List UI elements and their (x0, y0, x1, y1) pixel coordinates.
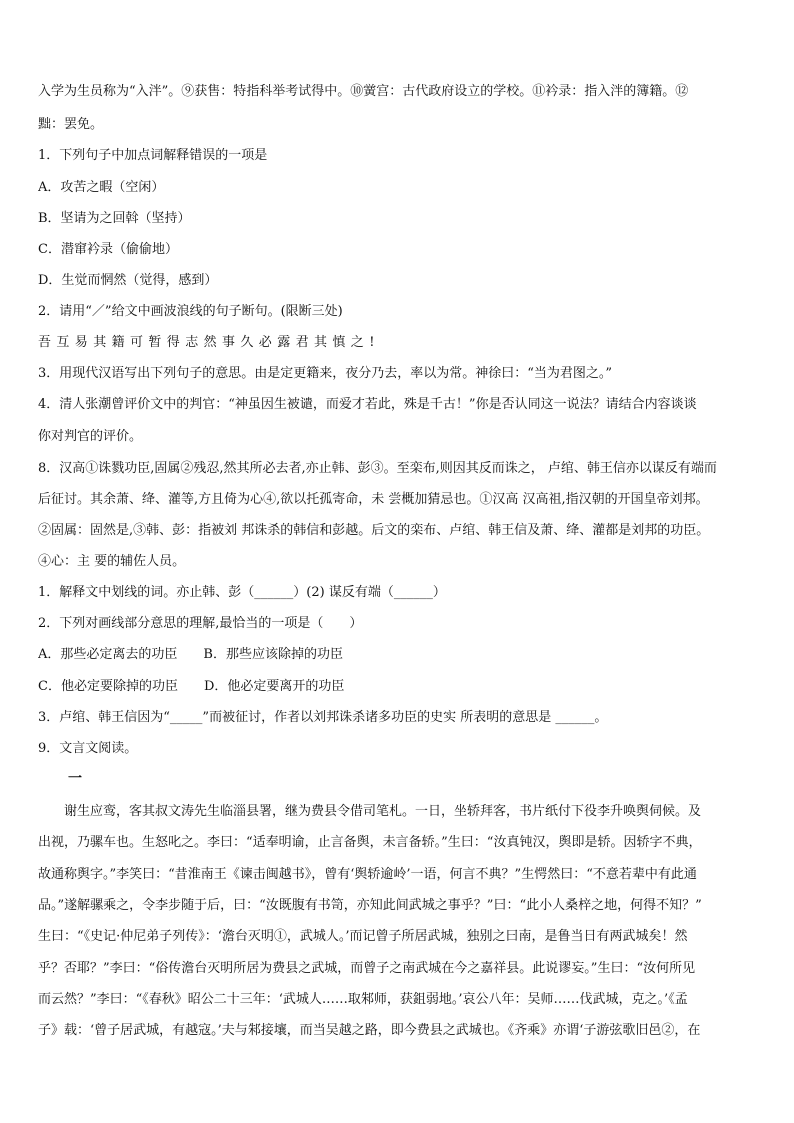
section-label: 一 (68, 771, 82, 787)
punctuation-sentence: 吾互易其籍可暂得志然事久必露君其慎之! (38, 335, 380, 350)
question-2-stem: 2．请用“／”给文中画波浪线的句子断句。(限断三处) (38, 304, 343, 319)
passage-line: 乎？否耶？”李曰：“俗传澹台灭明所居为费县之武城，而曾子之南武城在今之嘉祥县。此说谬妄。”生曰：“汝何所见 (38, 961, 696, 976)
text-line: 黜：罢免。 (38, 117, 104, 132)
question-8-2: 2．下列对画线部分意思的理解,最恰当的一项是（ ） (38, 616, 363, 631)
passage-line: 谢生应鸾，客其叔文涛先生临淄县署，继为费县令借司笔札。一日，坐轿拜客，书片纸付下役李升唤舆伺候。及 (64, 804, 702, 819)
question-3-stem: 3．用现代汉语写出下列句子的意思。由是定更籍来，夜分乃去，率以为常。神徐曰：“当为君图之。” (38, 366, 613, 381)
option-b: B．坚请为之回斡（坚持） (38, 211, 191, 226)
text-line: 入学为生员称为“入泮”。⑨获售：特指科举考试得中。⑩黉宫：古代政府设立的学校。⑪衿录：指入泮的簿籍。⑫ (38, 84, 689, 99)
passage-8-line: 8．汉高①诛戮功臣,固属②残忍,然其所必去者,亦止韩、彭③。至栾布,则因其反而诛之， 卢绾、韩王信亦以谋反有端而 (38, 461, 717, 476)
passage-line: 子》载：‘曾子居武城，有越寇。’夫与邾接壤，而当吴越之路，即今费县之武城也。《齐乘》亦谓‘子游弦歌旧邑②，在 (38, 1023, 701, 1038)
options-ab: A．那些必定离去的功臣 B．那些应该除掉的功臣 (38, 647, 343, 662)
options-cd: C．他必定要除掉的功臣 D．他必定要离开的功臣 (38, 679, 345, 694)
passage-8-line: ④心：主 要的辅佐人员。 (38, 554, 186, 569)
passage-8-line: ②固属：固然是,③韩、彭：指被刘 邦诛杀的韩信和彭越。后文的栾布、卢绾、韩王信及萧、绛、灌都是刘邦的功臣。 (38, 523, 710, 538)
question-9-title: 9．文言文阅读。 (38, 741, 138, 756)
option-d: D．生觉而惘然（觉得，感到） (38, 273, 218, 288)
passage-line: 生曰：“《史记·仲尼弟子列传》：‘澹台灭明①，武城人。’而记曾子所居武城，独别之曰南，是鲁当日有两武城矣！然 (38, 929, 688, 944)
question-8-3: 3．卢绾、韩王信因为“_____”而被征讨，作者以刘邦诛杀诸多功臣的史实 所表明的意思是 ______。 (38, 710, 608, 725)
text-line: 你对判官的评价。 (38, 429, 143, 444)
option-a: A．攻苦之暇（空闲） (38, 180, 165, 195)
question-4-stem: 4．清人张潮曾评价文中的判官：“神虽因生被谴，而爱才若此，殊是千古！”你是否认同这一说法？请结合内容谈谈 (38, 397, 697, 412)
passage-line: 品。”遂解骡乘之，令李步随于后，曰：“汝既腹有书笥，亦知此间武城之事乎？”曰：“此小人桑梓之地，何得不知？” (38, 898, 702, 913)
passage-line: 而云然？”李曰：“《春秋》昭公二十三年：‘武城人……取邾师，获鉏弱地。’哀公八年：吴师……伐武城，克之。’《孟 (38, 992, 688, 1007)
option-c: C．潜窜衿录（偷偷地） (38, 242, 178, 257)
passage-line: 出视，乃骡车也。生怒叱之。李曰：“适奉明谕，止言备舆，未言备轿。”生曰：“汝真钝汉，舆即是轿。因轿字不典， (38, 835, 702, 850)
passage-line: 故通称舆字。”李笑曰：“昔淮南王《谏击闽越书》，曾有‘舆轿逾岭’一语，何言不典？”生愕然曰：“不意若辈中有此通 (38, 867, 697, 882)
question-1-stem: 1．下列句子中加点词解释错误的一项是 (38, 148, 268, 163)
passage-8-line: 后征讨。其余萧、绛、灌等,方且倚为心④,欲以托孤寄命，未 尝概加猜忌也。①汉高 汉高祖,指汉朝的开国皇帝刘邦。 (38, 492, 709, 507)
question-8-1: 1．解释文中划线的词。亦止韩、彭（______）(2) 谋反有端（______） (38, 585, 446, 600)
